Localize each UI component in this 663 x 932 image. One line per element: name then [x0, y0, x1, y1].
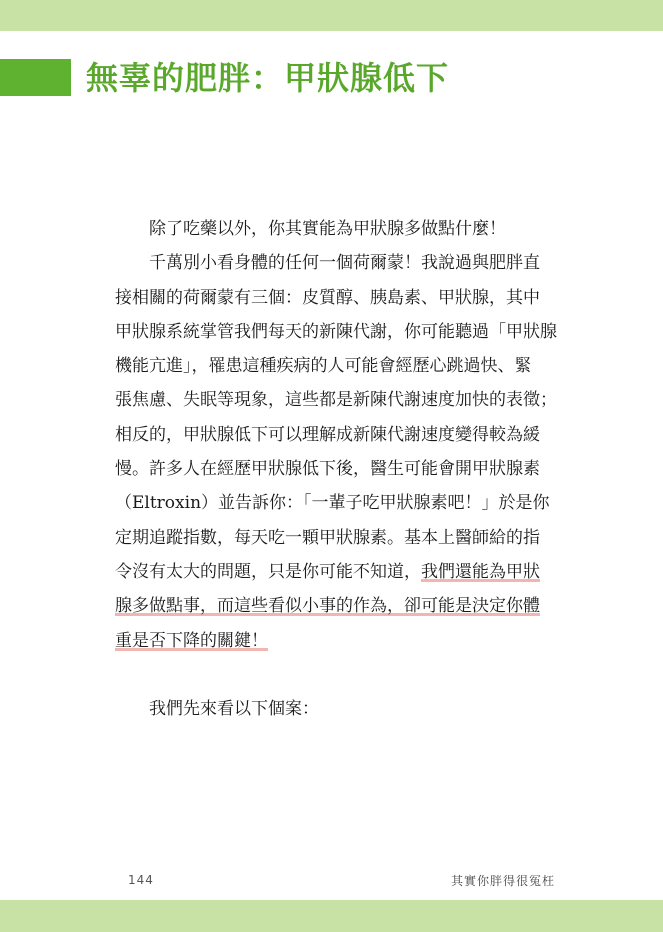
highlighted-text: 我們還能為甲狀: [421, 561, 540, 582]
text-line: （Eltroxin）並告訴你：「一輩子吃甲狀腺素吧！」於是你: [115, 493, 550, 514]
text-line: 張焦慮、失眠等現象，這些都是新陳代謝速度加快的表徵；: [115, 390, 557, 411]
title-accent-block: [0, 59, 71, 96]
chapter-title: 無辜的肥胖：甲狀腺低下: [86, 59, 450, 97]
running-book-title: 其實你胖得很冤枉: [450, 874, 555, 888]
text-line: 接相關的荷爾蒙有三個：皮質醇、胰島素、甲狀腺，其中: [115, 287, 540, 308]
text-line: 除了吃藥以外，你其實能為甲狀腺多做點什麼！: [149, 219, 506, 239]
text-line-highlighted: [115, 624, 555, 658]
paragraph-gap: [115, 658, 555, 692]
highlighted-text: 腺多做點事，而這些看似小事的作為，卻可能是決定你體: [115, 596, 540, 617]
text-line: 機能亢進」，罹患這種疾病的人可能會經歷心跳過快、緊: [115, 356, 532, 377]
highlighted-text: 重是否下降的關鍵！: [115, 630, 268, 651]
paragraph-intro: [115, 212, 555, 246]
text-line: 甲狀腺系統掌管我們每天的新陳代謝，你可能聽過「甲狀腺: [115, 321, 557, 342]
text-line: 我們先來看以下個案：: [149, 698, 319, 719]
paragraph-case-intro: [115, 692, 555, 726]
text-line: 慢。許多人在經歷甲狀腺低下後，醫生可能會開甲狀腺素: [115, 459, 540, 480]
text-line: 千萬別小看身體的任何一個荷爾蒙！我說過與肥胖直: [149, 253, 540, 274]
text-line: 定期追蹤指數，每天吃一顆甲狀腺素。基本上醫師給的指: [115, 527, 540, 548]
text-segment: 令沒有太大的問題，只是你可能不知道，: [115, 561, 421, 582]
body-text: [115, 212, 555, 726]
text-line: 相反的，甲狀腺低下可以理解成新陳代謝速度變得較為緩: [115, 424, 540, 445]
page-number: 144: [128, 873, 154, 887]
text-line-highlighted: [115, 589, 555, 623]
bottom-decorative-band: [0, 900, 663, 932]
text-line-mixed: [115, 555, 555, 589]
top-decorative-band: [0, 0, 663, 31]
paragraph-main: [115, 246, 555, 658]
